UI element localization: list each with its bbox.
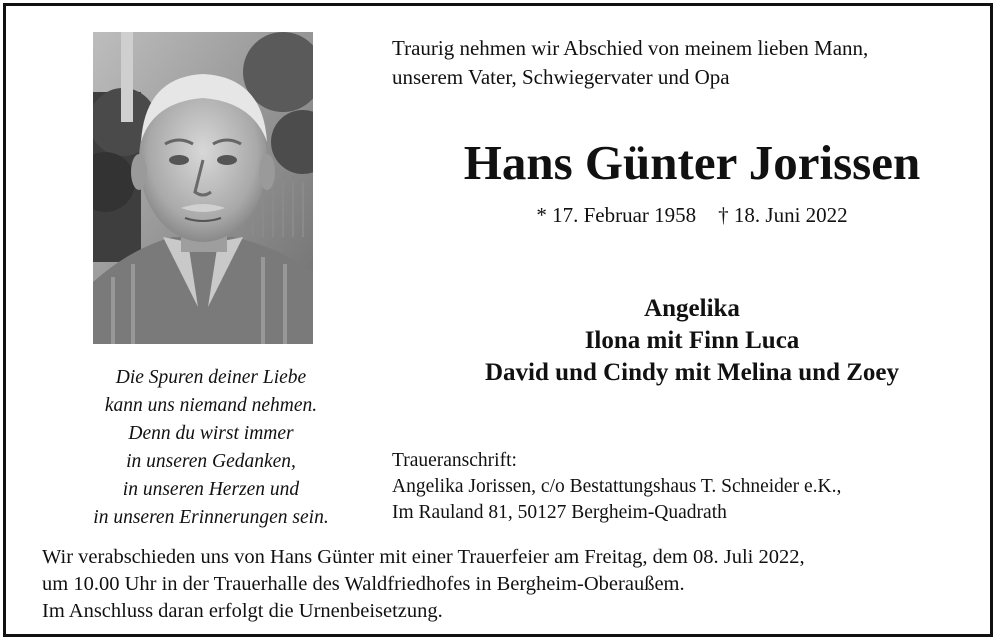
condolence-address [392,448,992,526]
family-line: David und Cindy mit Melina und Zoey [485,359,899,386]
verse-line: in unseren Herzen und [122,479,300,500]
birth-date: * 17. Februar 1958 [536,203,697,227]
address-line: Im Rauland 81, 50127 Bergheim-Quadrath [392,502,727,523]
service-line: Wir verabschieden uns von Hans Günter mit einer Trauerfeier am Freitag, dem 08. Juli 2022, [42,546,805,568]
deceased-name: Hans Günter Jorissen [463,135,921,190]
verse-line: Die Spuren deiner Liebe [115,367,307,388]
intro-text [392,34,992,92]
death-date: † 18. Juni 2022 [718,203,848,227]
obituary-notice [3,3,993,637]
verse-line: Denn du wirst immer [128,423,294,444]
intro-line: Traurig nehmen wir Abschied von meinem lieben Mann, [392,36,869,60]
mourning-family [392,293,992,389]
memorial-verse [46,364,376,532]
verse-line: in unseren Gedanken, [126,451,296,472]
service-line: Im Anschluss daran erfolgt die Urnenbeisetzung. [42,600,443,622]
verse-line: kann uns niemand nehmen. [104,395,318,416]
family-line: Angelika [644,295,740,322]
service-line: um 10.00 Uhr in der Trauerhalle des Waldfriedhofes in Bergheim-Oberaußem. [42,573,685,595]
portrait-photo-image [93,32,313,344]
intro-line: unserem Vater, Schwiegervater und Opa [392,65,730,89]
service-details [42,544,972,625]
verse-line: in unseren Erinnerungen sein. [93,507,329,528]
address-heading: Traueranschrift: [392,450,517,471]
life-dates [392,200,992,230]
family-line: Ilona mit Finn Luca [584,327,800,354]
address-line: Angelika Jorissen, c/o Bestattungshaus T. Schneider e.K., [392,476,842,497]
portrait-photo [93,32,313,344]
